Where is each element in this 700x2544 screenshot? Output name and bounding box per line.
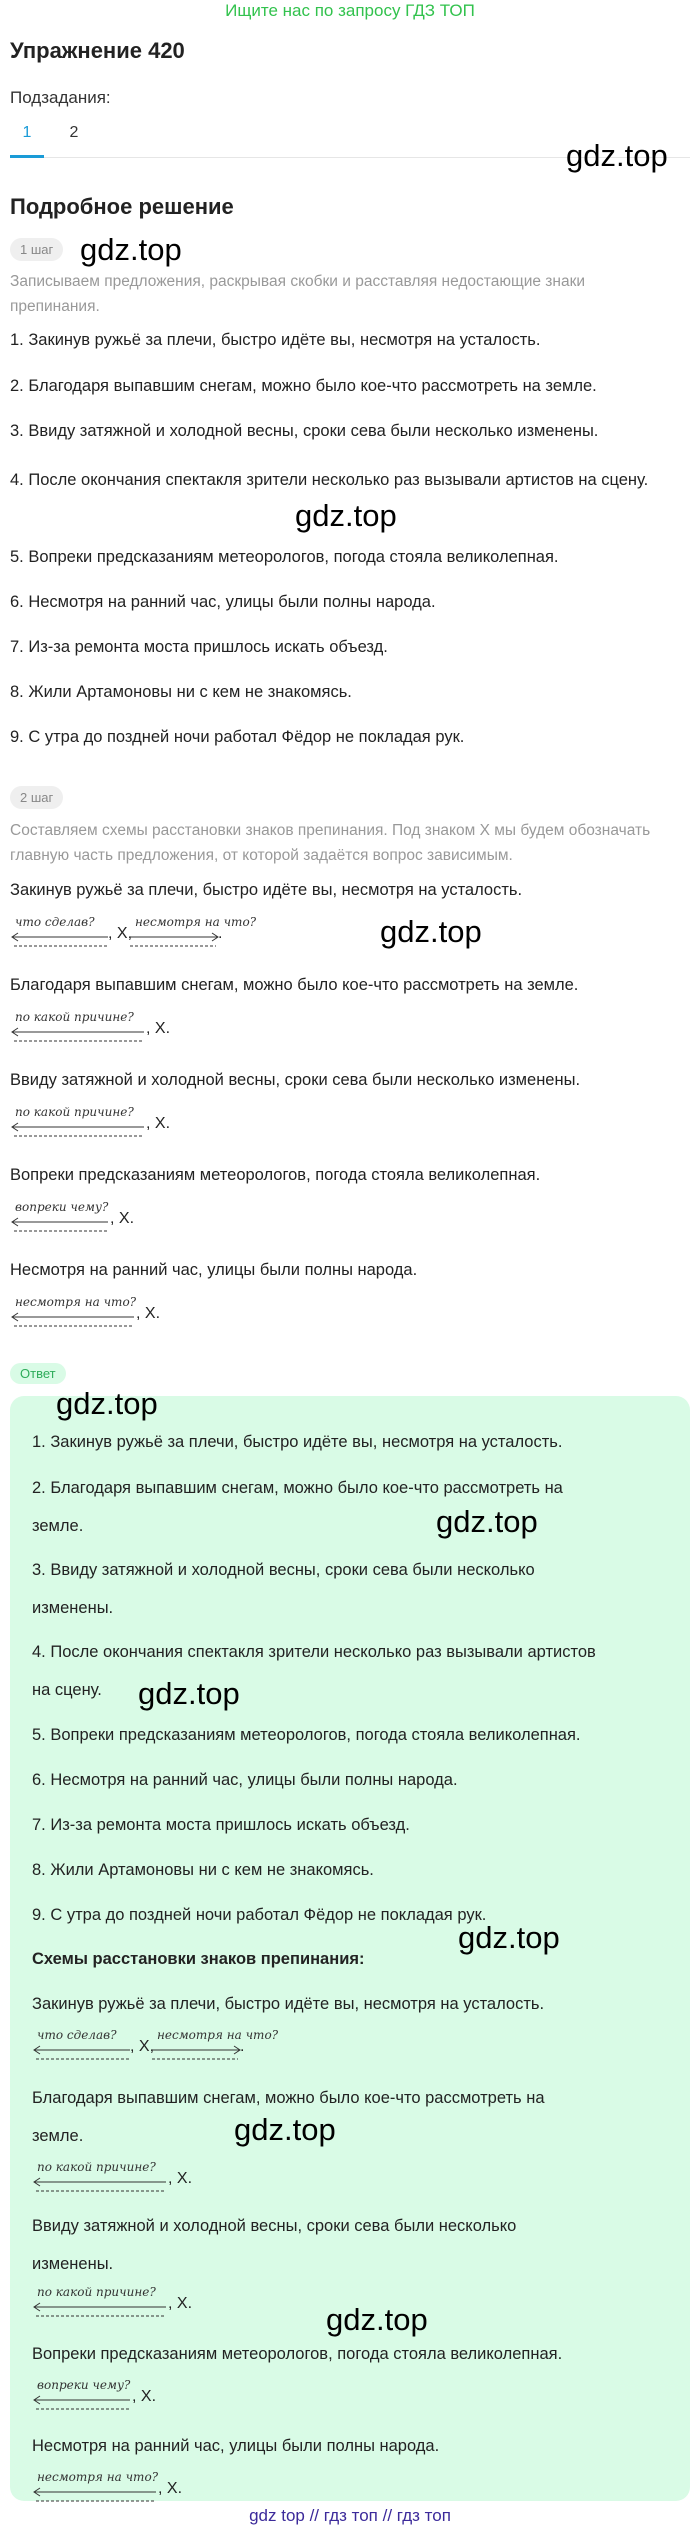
- scheme-arrows: [32, 2470, 162, 2508]
- watermark: gdz.top: [295, 498, 397, 533]
- step-2-intro: Составляем схемы расстановки знаков препинания. Под знаком Х мы будем обозначать главную часть предложения, от которой задаётся вопрос зависимым.: [10, 822, 651, 864]
- watermark: gdz.top: [566, 138, 668, 173]
- answer-scheme-sentence: Вопреки предсказаниям метеорологов, погода стояла великолепная.: [32, 2345, 563, 2363]
- step-1-badge: 1 шаг: [10, 238, 63, 261]
- step-1-sentence: 6. Несмотря на ранний час, улицы были полны народа.: [10, 593, 436, 611]
- answer-sentence: 2. Благодаря выпавшим снегам, можно было кое-что рассмотреть на: [32, 1479, 563, 1497]
- scheme-end: .: [218, 925, 223, 942]
- scheme-main-clause: , Х,: [108, 925, 133, 942]
- step-2-sentence: Закинув ружьё за плечи, быстро идёте вы, несмотря на усталость.: [10, 881, 523, 899]
- answer-scheme-sentence: Ввиду затяжной и холодной весны, сроки сева были несколько: [32, 2217, 517, 2235]
- punctuation-scheme: [10, 915, 310, 953]
- step-2-sentence: Благодаря выпавшим снегам, можно было кое-что рассмотреть на земле.: [10, 976, 579, 994]
- watermark: gdz.top: [80, 232, 182, 267]
- scheme-end: .: [240, 2038, 245, 2055]
- answer-sentence: 4. После окончания спектакля зрители несколько раз вызывали артистов: [32, 1643, 596, 1661]
- punctuation-scheme: [10, 1105, 210, 1143]
- tab-subtask-1[interactable]: 1: [22, 124, 32, 141]
- footer-links[interactable]: gdz top // гдз топ // гдз топ: [249, 2506, 451, 2525]
- answer-scheme-sentence-cont: изменены.: [32, 2255, 114, 2273]
- scheme-arrows: [32, 2160, 172, 2198]
- scheme-question: несмотря на что?: [37, 2470, 159, 2484]
- scheme-question: вопреки чему?: [15, 1200, 109, 1214]
- answer-sentence: 8. Жили Артамоновы ни с кем не знакомясь.: [32, 1861, 374, 1879]
- scheme-question: по какой причине?: [15, 1010, 134, 1024]
- scheme-arrows: [32, 2378, 136, 2416]
- scheme-question: по какой причине?: [37, 2285, 156, 2299]
- active-tab-indicator: [10, 155, 44, 158]
- watermark: gdz.top: [458, 1920, 560, 1955]
- watermark: gdz.top: [138, 1676, 240, 1711]
- schemes-heading: Схемы расстановки знаков препинания:: [32, 1950, 365, 1968]
- answer-scheme-sentence: Закинув ружьё за плечи, быстро идёте вы, несмотря на усталость.: [32, 1995, 545, 2013]
- scheme-arrows: [32, 2285, 172, 2323]
- answer-sentence-cont: изменены.: [32, 1599, 114, 1617]
- punctuation-scheme: [10, 1200, 210, 1238]
- answer-sentence: 7. Из-за ремонта моста пришлось искать объезд.: [32, 1816, 410, 1834]
- scheme-arrows: [32, 2028, 262, 2066]
- step-1-sentence: 3. Ввиду затяжной и холодной весны, сроки сева были несколько изменены.: [10, 422, 599, 440]
- solution-heading: Подробное решение: [10, 194, 234, 219]
- scheme-question: что сделав?: [37, 2028, 117, 2042]
- step-2-sentence: Ввиду затяжной и холодной весны, сроки сева были несколько изменены.: [10, 1071, 581, 1089]
- scheme-arrows: [10, 1105, 150, 1143]
- scheme-question: по какой причине?: [15, 1105, 134, 1119]
- step-1-sentence: 4. После окончания спектакля зрители несколько раз вызывали артистов на сцену.: [10, 471, 649, 489]
- punctuation-scheme: [10, 1295, 210, 1333]
- scheme-question: что сделав?: [15, 915, 95, 929]
- watermark: gdz.top: [56, 1386, 158, 1421]
- scheme-main-clause: , Х.: [168, 2170, 193, 2187]
- scheme-arrows: [10, 1295, 140, 1333]
- answer-sentence: 6. Несмотря на ранний час, улицы были полны народа.: [32, 1771, 458, 1789]
- scheme-main-clause: , Х,: [130, 2038, 155, 2055]
- punctuation-scheme: [32, 2285, 232, 2323]
- scheme-arrows: [10, 915, 240, 953]
- punctuation-scheme: [32, 2470, 232, 2508]
- scheme-question: вопреки чему?: [37, 2378, 131, 2392]
- scheme-question: несмотря на что?: [135, 915, 257, 929]
- punctuation-scheme: [32, 2378, 232, 2416]
- scheme-main-clause: , Х.: [146, 1115, 171, 1132]
- answer-sentence: 3. Ввиду затяжной и холодной весны, сроки сева были несколько: [32, 1561, 535, 1579]
- step-1-sentence: 5. Вопреки предсказаниям метеорологов, погода стояла великолепная.: [10, 548, 559, 566]
- watermark: gdz.top: [380, 914, 482, 949]
- step-2-badge: 2 шаг: [10, 786, 63, 809]
- scheme-question: несмотря на что?: [157, 2028, 279, 2042]
- watermark: gdz.top: [436, 1504, 538, 1539]
- answer-sentence: 5. Вопреки предсказаниям метеорологов, погода стояла великолепная.: [32, 1726, 581, 1744]
- scheme-main-clause: , Х.: [168, 2295, 193, 2312]
- step-1-intro: Записываем предложения, раскрывая скобки и расставляя недостающие знаки препинания.: [10, 273, 586, 315]
- step-1-sentence: 7. Из-за ремонта моста пришлось искать объезд.: [10, 638, 388, 656]
- scheme-arrows: [10, 1010, 150, 1048]
- scheme-question: по какой причине?: [37, 2160, 156, 2174]
- step-1-sentence: 2. Благодаря выпавшим снегам, можно было кое-что рассмотреть на земле.: [10, 377, 597, 395]
- answer-badge: Ответ: [10, 1363, 66, 1384]
- watermark: gdz.top: [234, 2112, 336, 2147]
- scheme-main-clause: , Х.: [132, 2388, 157, 2405]
- step-1-sentence: 1. Закинув ружьё за плечи, быстро идёте вы, несмотря на усталость.: [10, 331, 541, 349]
- step-2-sentence: Вопреки предсказаниям метеорологов, погода стояла великолепная.: [10, 1166, 541, 1184]
- scheme-main-clause: , Х.: [158, 2480, 183, 2497]
- answer-sentence-cont: на сцену.: [32, 1681, 102, 1699]
- tab-subtask-2[interactable]: 2: [69, 124, 79, 141]
- punctuation-scheme: [10, 1010, 210, 1048]
- answer-scheme-sentence: Благодаря выпавшим снегам, можно было кое-что рассмотреть на: [32, 2089, 545, 2107]
- subtasks-label: Подзадания:: [10, 88, 111, 107]
- search-banner[interactable]: Ищите нас по запросу ГДЗ ТОП: [225, 1, 475, 20]
- answer-sentence: 9. С утра до поздней ночи работал Фёдор не покладая рук.: [32, 1906, 487, 1924]
- scheme-arrows: [10, 1200, 114, 1238]
- step-1-sentence: 8. Жили Артамоновы ни с кем не знакомясь.: [10, 683, 352, 701]
- page-title: Упражнение 420: [10, 38, 185, 63]
- scheme-main-clause: , Х.: [110, 1210, 135, 1227]
- answer-scheme-sentence: Несмотря на ранний час, улицы были полны народа.: [32, 2437, 440, 2455]
- scheme-main-clause: , Х.: [136, 1305, 161, 1322]
- answer-sentence-cont: земле.: [32, 1517, 84, 1535]
- step-2-sentence: Несмотря на ранний час, улицы были полны народа.: [10, 1261, 418, 1279]
- punctuation-scheme: [32, 2160, 232, 2198]
- scheme-question: несмотря на что?: [15, 1295, 137, 1309]
- step-1-sentence: 9. С утра до поздней ночи работал Фёдор не покладая рук.: [10, 728, 465, 746]
- answer-sentence: 1. Закинув ружьё за плечи, быстро идёте вы, несмотря на усталость.: [32, 1433, 563, 1451]
- punctuation-scheme: [32, 2028, 332, 2066]
- answer-scheme-sentence-cont: земле.: [32, 2127, 84, 2145]
- watermark: gdz.top: [326, 2302, 428, 2337]
- scheme-main-clause: , Х.: [146, 1020, 171, 1037]
